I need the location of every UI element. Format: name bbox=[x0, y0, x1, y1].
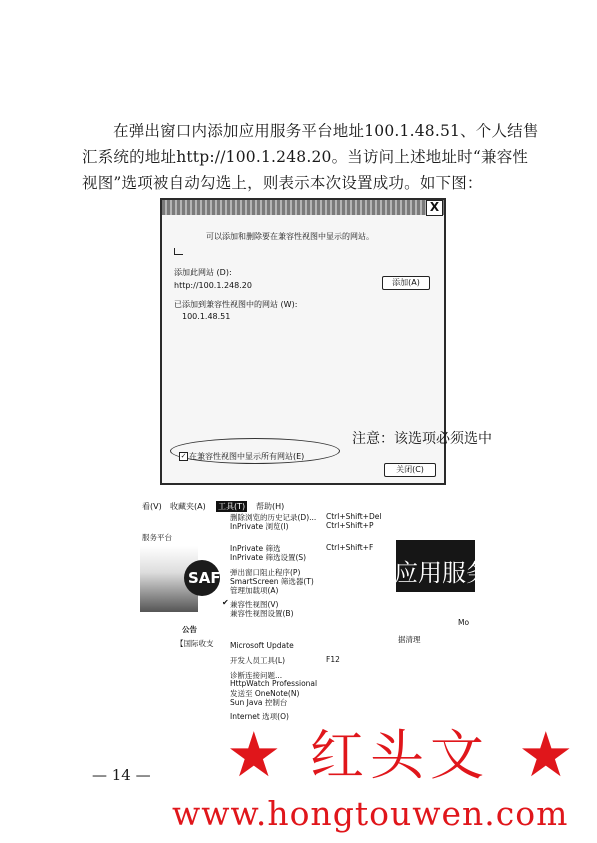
menu-item[interactable]: SmartScreen 筛选器(T) bbox=[230, 577, 314, 586]
side-title: 服务平台 bbox=[142, 533, 172, 542]
page-number: — 14 — bbox=[92, 766, 151, 784]
body-paragraph bbox=[82, 118, 542, 196]
right-text-mo: Mo bbox=[458, 618, 470, 627]
paragraph-line-2: 汇系统的地址http://100.1.248.20。当访问上述地址时“兼容性 bbox=[82, 148, 529, 166]
add-site-input[interactable]: http://100.1.248.20 bbox=[174, 281, 252, 290]
add-button[interactable]: 添加(A) bbox=[382, 276, 430, 290]
show-all-sites-label: 在兼容性视图中显示所有网站(E) bbox=[189, 452, 305, 461]
menu-item[interactable]: Internet 选项(O) bbox=[230, 712, 289, 721]
add-site-label: 添加此网站 (D): bbox=[174, 268, 232, 277]
menu-item[interactable]: 诊断连接问题... bbox=[230, 671, 283, 680]
menu-item[interactable]: HttpWatch Professional bbox=[230, 679, 318, 688]
menu-item[interactable]: InPrivate 筛选 bbox=[230, 544, 281, 553]
menu-item[interactable]: 删除浏览的历史记录(D)... bbox=[230, 513, 317, 522]
menu-item[interactable]: Sun Java 控制台 bbox=[230, 698, 288, 707]
check-icon: ✔ bbox=[222, 598, 229, 607]
menu-item[interactable]: 兼容性视图设置(B) bbox=[230, 609, 294, 618]
watermark-text: 红头文 bbox=[310, 724, 490, 787]
dialog-intro: 可以添加和删除要在兼容性视图中显示的网站。 bbox=[206, 232, 374, 241]
menu-help[interactable]: 帮助(H) bbox=[256, 502, 285, 511]
menu-shortcut: Ctrl+Shift+P bbox=[326, 521, 374, 530]
menu-view[interactable]: 看(V) bbox=[142, 502, 162, 511]
menu-item[interactable]: 发送至 OneNote(N) bbox=[230, 689, 300, 698]
menu-item[interactable]: 开发人员工具(L) bbox=[230, 656, 286, 665]
side-tab-notice[interactable]: 公告 bbox=[182, 625, 197, 634]
star-icon: ★ bbox=[518, 718, 574, 791]
menu-item[interactable]: InPrivate 浏览(I) bbox=[230, 522, 289, 531]
menu-shortcut: F12 bbox=[326, 655, 340, 664]
right-banner-text: 应用服务 bbox=[394, 559, 490, 587]
menu-tools[interactable]: 工具(T) bbox=[218, 502, 246, 511]
watermark-url: www.hongtouwen.com bbox=[172, 794, 569, 833]
saf-logo: SAF bbox=[184, 560, 220, 596]
right-text-cleanup: 据清理 bbox=[398, 635, 421, 644]
star-icon: ★ bbox=[226, 718, 282, 791]
paragraph-line-3: 视图”选项被自动勾选上，则表示本次设置成功。如下图： bbox=[82, 174, 483, 192]
annotation-note: 注意：该选项必须选中 bbox=[352, 431, 492, 447]
site-list-item[interactable]: 100.1.48.51 bbox=[182, 312, 231, 321]
menu-favorites[interactable]: 收藏夹(A) bbox=[170, 502, 206, 511]
right-banner bbox=[394, 540, 490, 592]
dialog-placeholder-box bbox=[174, 248, 183, 255]
close-icon[interactable]: X bbox=[426, 200, 443, 216]
menu-item[interactable]: 弹出窗口阻止程序(P) bbox=[230, 568, 301, 577]
menu-shortcut: Ctrl+Shift+Del bbox=[326, 512, 382, 521]
show-all-sites-checkbox[interactable]: ✓ bbox=[180, 452, 187, 460]
paragraph-line-1: 在弹出窗口内添加应用服务平台地址100.1.48.51、个人结售 bbox=[113, 122, 539, 140]
menu-item[interactable]: 管理加载项(A) bbox=[230, 586, 279, 595]
menu-item-compat-view[interactable]: 兼容性视图(V) bbox=[230, 600, 279, 609]
ie-tools-menu-screenshot bbox=[140, 498, 490, 724]
side-item[interactable]: 【国际收支 bbox=[176, 639, 214, 648]
site-list-label: 已添加到兼容性视图中的网站 (W): bbox=[174, 300, 298, 309]
dialog-title-bar bbox=[162, 200, 444, 215]
menu-shortcut: Ctrl+Shift+F bbox=[326, 543, 374, 552]
close-button[interactable]: 关闭(C) bbox=[384, 463, 436, 477]
menu-item[interactable]: InPrivate 筛选设置(S) bbox=[230, 553, 307, 562]
menu-item[interactable]: Microsoft Update bbox=[230, 641, 294, 650]
watermark-brand bbox=[226, 720, 586, 790]
